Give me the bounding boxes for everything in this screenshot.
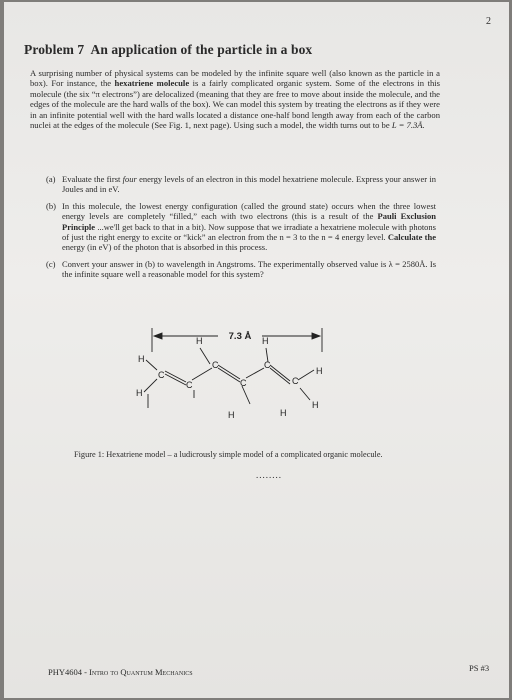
hexatriene-figure — [134, 324, 364, 436]
intro-text-2: is a fairly complicated organic system. Some of the electrons in this molecule (the six “π electrons”) are delocalized (meaning that they are free to move about inside the molecule, and the edges of the molecule are the hard walls of the box). We can model this system by treating the electrons as if they were in an infinite potential well with the hard walls located a distance one-half bond length away from each of the carbon nuclei at the edges of the molecule (See Fig. 1, next page). Using such a model, the width turns out to be — [30, 78, 440, 131]
figure-caption: Figure 1: Hexatriene model – a ludicrously simple model of a complicated organic molecule. — [74, 450, 383, 459]
part-a-text — [62, 174, 436, 195]
atom-h: H — [280, 408, 287, 418]
part-c-label: (c) — [46, 258, 56, 269]
footer-problem-set: PS #3 — [469, 663, 490, 673]
problem-subtitle: An application of the particle in a box — [90, 42, 313, 57]
atom-h: H — [138, 354, 145, 364]
atom-c: C — [292, 376, 299, 386]
atom-h: H — [196, 336, 203, 346]
atom-h: H — [316, 366, 323, 376]
atom-h: H — [262, 336, 269, 346]
intro-text-1: A surprising number of physical systems can be modeled by the infinite square well (also known as the particle in a box). For instance, the — [30, 68, 440, 89]
part-b-text-2: ...we'll get back to that in a bit). Now suppose that we irradiate a hexatriene molecule with photons of just the right energy to excite or “kick” an electron from the n = 3 to the n = 4 energy level. — [62, 221, 436, 243]
part-a-text-2: energy levels of an electron in this model hexatriene molecule. Express your answer in Joules and in eV. — [62, 174, 437, 195]
problem-heading — [24, 42, 312, 58]
problem-number: Problem 7 — [24, 42, 85, 57]
part-a-text-1: Evaluate the first — [62, 174, 123, 184]
page-number: 2 — [486, 16, 491, 27]
atom-h: H — [312, 400, 319, 410]
part-b-text-3: energy (in eV) of the photon that is absorbed in this process. — [62, 242, 268, 253]
atom-c: C — [212, 360, 219, 370]
atom-c: C — [264, 360, 271, 370]
part-b-bold-calc: Calculate the — [387, 232, 437, 243]
part-b-text — [62, 201, 436, 253]
atoms — [136, 336, 323, 420]
part-a-italic: four — [122, 174, 137, 184]
intro-width-equation: L = 7.3Å. — [391, 120, 425, 131]
footer-course — [48, 667, 193, 677]
part-b-bold-pauli: Pauli Exclusion Principle — [62, 211, 436, 232]
footer-course-title: Intro to Quantum Mechanics — [89, 667, 193, 677]
problem-parts — [46, 174, 436, 286]
footer-course-code: PHY4604 - — [48, 667, 90, 677]
dots-separator: ........ — [256, 470, 282, 480]
intro-bold-molecule: hexatriene molecule — [114, 78, 190, 89]
atom-h: H — [136, 388, 143, 398]
document-page — [4, 2, 509, 698]
part-a — [46, 174, 436, 195]
atom-c: C — [186, 380, 193, 390]
part-b — [46, 201, 436, 253]
atom-c: C — [158, 370, 165, 380]
part-b-label: (b) — [46, 200, 56, 211]
part-b-text-1: In this molecule, the lowest energy configuration (called the ground state) occurs when the three lowest energy levels are completely “filled,” each with two electrons (this is a result of the — [62, 200, 436, 222]
part-c-text: Convert your answer in (b) to wavelength in Angstroms. The experimentally observed value is λ = 2580Å. Is the infinite square well a reasonable model for this system? — [62, 258, 436, 280]
part-a-label: (a) — [46, 174, 56, 184]
intro-paragraph — [30, 68, 440, 130]
part-c — [46, 259, 436, 280]
bonds — [144, 348, 314, 408]
atom-c: C — [240, 378, 247, 388]
atom-h: H — [228, 410, 235, 420]
dimension-label: 7.3 Å — [228, 331, 252, 342]
